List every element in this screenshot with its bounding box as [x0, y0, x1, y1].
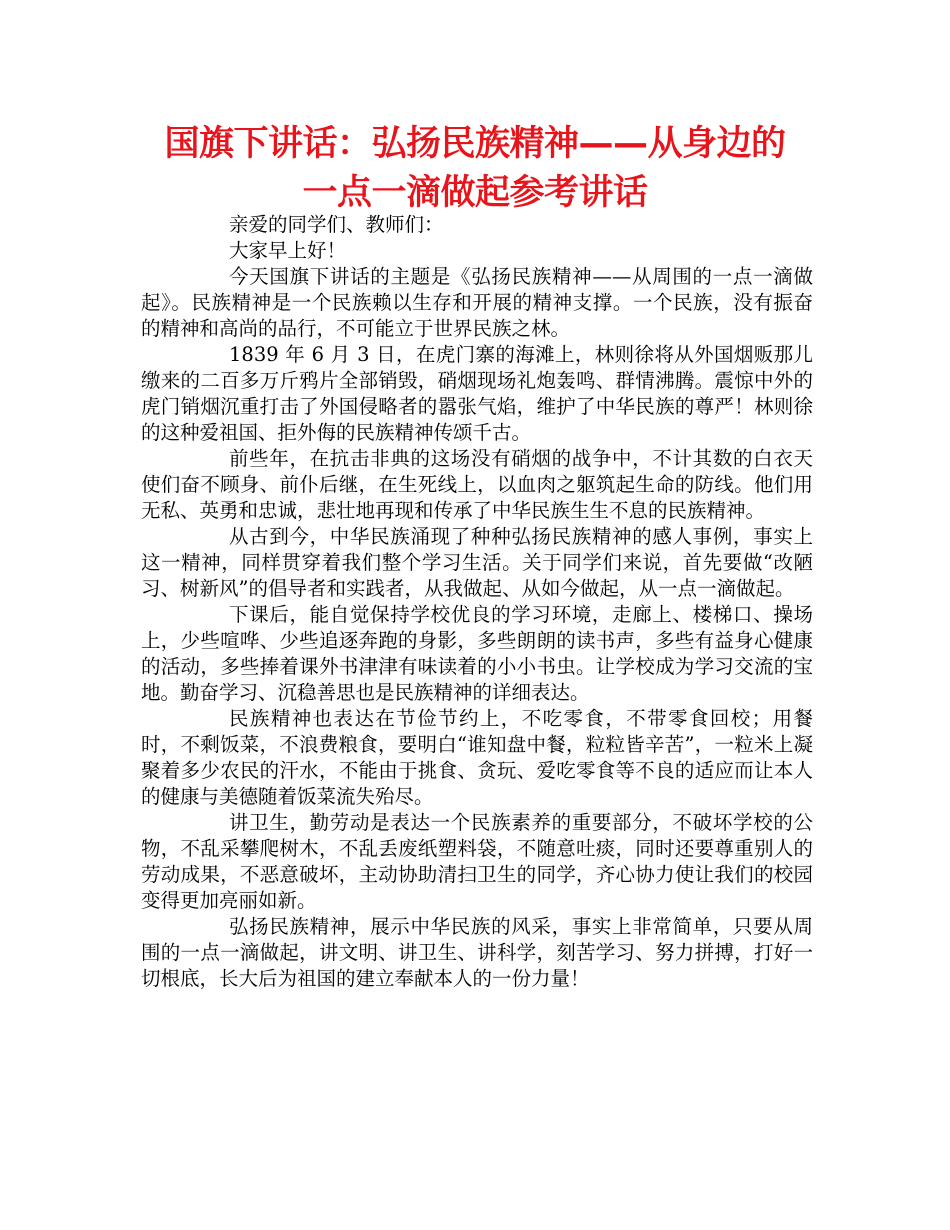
paragraph: 前些年，在抗击非典的这场没有硝烟的战争中，不计其数的白衣天使们奋不顾身、前仆后继，在生死线上，以血肉之躯筑起生命的防线。他们用无私、英勇和忠诚，悲壮地再现和传承了中华民族生生不息的民族精神。 [141, 447, 813, 522]
paragraph: 讲卫生，勤劳动是表达一个民族素养的重要部分，不破坏学校的公物，不乱采攀爬树木，不乱丢废纸塑料袋，不随意吐痰，同时还要尊重别人的劳动成果，不恶意破坏，主动协助清扫卫生的同学，齐心协力使让我们的校园变得更加亮丽如新。 [141, 811, 813, 912]
greeting: 大家早上好！ [229, 239, 347, 262]
document-title [100, 120, 850, 218]
title-line-2: 一点一滴做起参考讲话 [302, 173, 648, 213]
title-line-1: 国旗下讲话：弘扬民族精神——从身边的 [164, 124, 786, 164]
paragraph: 今天国旗下讲话的主题是《弘扬民族精神——从周围的一点一滴做起》。民族精神是一个民族赖以生存和开展的精神支撑。一个民族，没有振奋的精神和高尚的品行，不可能立于世界民族之林。 [141, 265, 813, 340]
paragraph: 从古到今，中华民族涌现了种种弘扬民族精神的感人事例，事实上这一精神，同样贯穿着我们整个学习生活。关于同学们来说，首先要做“改陋习、树新风”的倡导者和实践者，从我做起、从如今做起，从一点一滴做起。 [141, 525, 813, 600]
paragraph: 弘扬民族精神，展示中华民族的风采，事实上非常简单，只要从周围的一点一滴做起，讲文明、讲卫生、讲科学，刻苦学习、努力拼搏，打好一切根底，长大后为祖国的建立奉献本人的一份力量！ [141, 915, 813, 990]
paragraph: 1839 年 6 月 3 日，在虎门寨的海滩上，林则徐将从外国烟贩那儿缴来的二百多万斤鸦片全部销毁，硝烟现场礼炮轰鸣、群情沸腾。震惊中外的虎门销烟沉重打击了外国侵略者的嚣张气焰，维护了中华民族的尊严！林则徐的这种爱祖国、拒外侮的民族精神传颂千古。 [141, 343, 813, 444]
salutation: 亲爱的同学们、教师们： [229, 213, 444, 236]
paragraph: 下课后，能自觉保持学校优良的学习环境，走廊上、楼梯口、操场上，少些喧哗、少些追逐奔跑的身影，多些朗朗的读书声，多些有益身心健康的活动，多些捧着课外书津津有味读着的小小书虫。让学校成为学习交流的宝地。勤奋学习、沉稳善思也是民族精神的详细表达。 [141, 603, 813, 704]
paragraph: 民族精神也表达在节俭节约上，不吃零食，不带零食回校；用餐时，不剩饭菜，不浪费粮食，要明白“谁知盘中餐，粒粒皆辛苦”，一粒米上凝聚着多少农民的汗水，不能由于挑食、贪玩、爱吃零食等不良的适应而让本人的健康与美德随着饭菜流失殆尽。 [141, 707, 813, 808]
document-body [141, 212, 813, 992]
